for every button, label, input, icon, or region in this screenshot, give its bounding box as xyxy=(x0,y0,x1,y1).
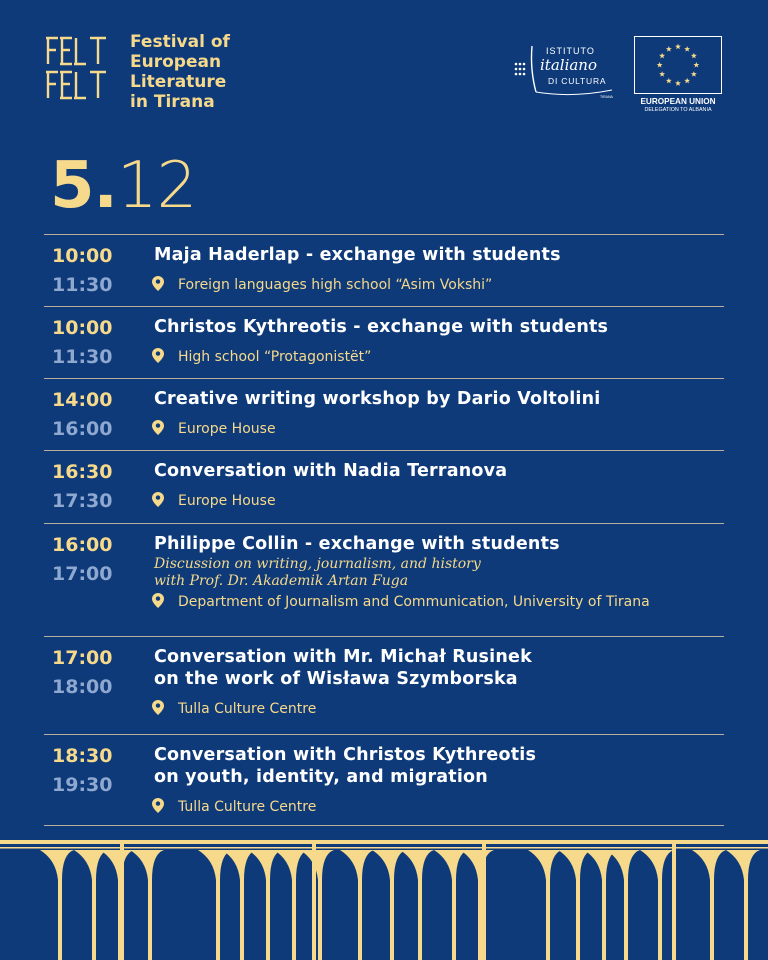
event-title: Conversation with Mr. Michał Rusinek xyxy=(154,647,532,667)
colonnade-pillar xyxy=(222,850,256,960)
event-venue xyxy=(152,700,316,717)
event-start-time: 10:00 xyxy=(52,245,113,267)
event-venue xyxy=(152,492,276,509)
colonnade-pillar xyxy=(400,850,434,960)
location-pin-icon xyxy=(152,593,164,608)
colonnade-pillar xyxy=(198,850,232,960)
eu-star-icon xyxy=(666,78,672,84)
event-start-time: 10:00 xyxy=(52,317,113,339)
colonnade-pillar xyxy=(606,850,640,960)
colonnade-decoration xyxy=(0,840,768,960)
colonnade-pillar xyxy=(584,850,618,960)
event-start-time: 17:00 xyxy=(52,647,113,669)
schedule-date xyxy=(50,148,196,224)
event-title: Christos Kythreotis - exchange with students xyxy=(154,317,609,337)
event-venue-label: Europe House xyxy=(178,421,276,437)
eu-label-line2: DELEGATION TO ALBANIA xyxy=(644,107,712,113)
colonnade-pillar xyxy=(372,850,406,960)
schedule-event xyxy=(44,734,724,826)
schedule-event xyxy=(44,450,724,523)
eu-star-icon xyxy=(693,62,699,68)
colonnade-pillar xyxy=(40,850,74,960)
eu-star-icon xyxy=(659,53,665,59)
iic-line4: TIRANA xyxy=(600,95,613,99)
schedule-event xyxy=(44,523,724,636)
event-venue-label: High school “Protagonistët” xyxy=(178,349,372,365)
colonnade-pillar xyxy=(248,850,282,960)
schedule-event xyxy=(44,378,724,450)
event-end-time: 18:00 xyxy=(52,676,113,698)
colonnade-pillar xyxy=(74,850,108,960)
event-end-time: 17:00 xyxy=(52,563,113,585)
eu-star-icon xyxy=(691,53,697,59)
event-venue xyxy=(152,420,276,437)
colonnade-pillar xyxy=(100,850,134,960)
eu-star-icon xyxy=(657,62,663,68)
schedule-event xyxy=(44,234,724,306)
eu-label-line1: EUROPEAN UNION xyxy=(640,97,716,106)
location-pin-icon xyxy=(152,798,164,813)
eu-star-icon xyxy=(684,78,690,84)
event-title: on youth, identity, and migration xyxy=(154,767,488,787)
event-venue-label: Foreign languages high school “Asim Vokshi” xyxy=(178,277,493,293)
colonnade-divider xyxy=(672,840,676,960)
colonnade-pillar xyxy=(640,850,674,960)
event-venue-label: Department of Journalism and Communication, University of Tirana xyxy=(178,594,650,610)
iic-logo xyxy=(512,40,618,100)
location-pin-icon xyxy=(152,420,164,435)
event-title: Conversation with Christos Kythreotis xyxy=(154,745,537,765)
eu-logo xyxy=(632,36,724,116)
festival-name-line: in Tirana xyxy=(130,92,215,112)
location-pin-icon xyxy=(152,276,164,291)
eu-star-icon xyxy=(675,44,681,50)
date-month: 12 xyxy=(116,149,197,223)
schedule-event xyxy=(44,636,724,734)
eu-star-icon xyxy=(659,71,665,77)
colonnade-pillar xyxy=(558,850,592,960)
event-end-time: 11:30 xyxy=(52,346,113,368)
eu-star-icon xyxy=(666,46,672,52)
event-venue-label: Tulla Culture Centre xyxy=(178,701,317,717)
event-subtitle: Discussion on writing, journalism, and history xyxy=(154,556,481,572)
schedule-event xyxy=(44,306,724,378)
colonnade-pillar xyxy=(130,850,164,960)
colonnade-pillar xyxy=(300,850,334,960)
event-subtitle: with Prof. Dr. Akademik Artan Fuga xyxy=(154,573,409,589)
event-end-time: 17:30 xyxy=(52,490,113,512)
event-title: Conversation with Nadia Terranova xyxy=(154,461,508,481)
location-pin-icon xyxy=(152,492,164,507)
eu-label xyxy=(632,98,724,114)
iic-line3: DI CULTURA xyxy=(548,76,607,86)
colonnade-pillar xyxy=(340,850,374,960)
festival-logo xyxy=(44,34,108,102)
colonnade-pillar xyxy=(274,850,308,960)
festival-name-line: Festival of xyxy=(130,32,230,52)
colonnade-pillar xyxy=(726,850,760,960)
location-pin-icon xyxy=(152,700,164,715)
event-venue xyxy=(152,348,371,365)
event-title: Creative writing workshop by Dario Voltolini xyxy=(154,389,601,409)
event-end-time: 11:30 xyxy=(52,274,113,296)
event-venue xyxy=(152,798,316,815)
event-end-time: 19:30 xyxy=(52,774,113,796)
event-venue-label: Europe House xyxy=(178,493,276,509)
colonnade-pillar xyxy=(434,850,468,960)
colonnade-pillar xyxy=(460,850,494,960)
eu-star-icon xyxy=(691,71,697,77)
event-start-time: 16:30 xyxy=(52,461,113,483)
event-title: Philippe Collin - exchange with students xyxy=(154,534,560,554)
event-title: on the work of Wisława Szymborska xyxy=(154,669,518,689)
colonnade-pillar xyxy=(528,850,562,960)
iic-line2: italiano xyxy=(540,56,597,74)
eu-star-icon xyxy=(675,80,681,86)
event-venue xyxy=(152,276,492,293)
eu-flag-icon xyxy=(634,36,722,94)
iic-line1: ISTITUTO xyxy=(546,46,595,56)
location-pin-icon xyxy=(152,348,164,363)
event-title: Maja Haderlap - exchange with students xyxy=(154,245,561,265)
colonnade-pillar xyxy=(692,850,726,960)
eu-star-icon xyxy=(684,46,690,52)
event-start-time: 16:00 xyxy=(52,534,113,556)
festival-name-line: European xyxy=(130,52,222,72)
festival-name xyxy=(130,32,230,112)
event-end-time: 16:00 xyxy=(52,418,113,440)
header xyxy=(0,0,768,130)
event-venue xyxy=(152,593,650,610)
event-venue-label: Tulla Culture Centre xyxy=(178,799,317,815)
event-start-time: 14:00 xyxy=(52,389,113,411)
date-day: 5. xyxy=(50,149,117,223)
festival-name-line: Literature xyxy=(130,72,227,92)
event-start-time: 18:30 xyxy=(52,745,113,767)
